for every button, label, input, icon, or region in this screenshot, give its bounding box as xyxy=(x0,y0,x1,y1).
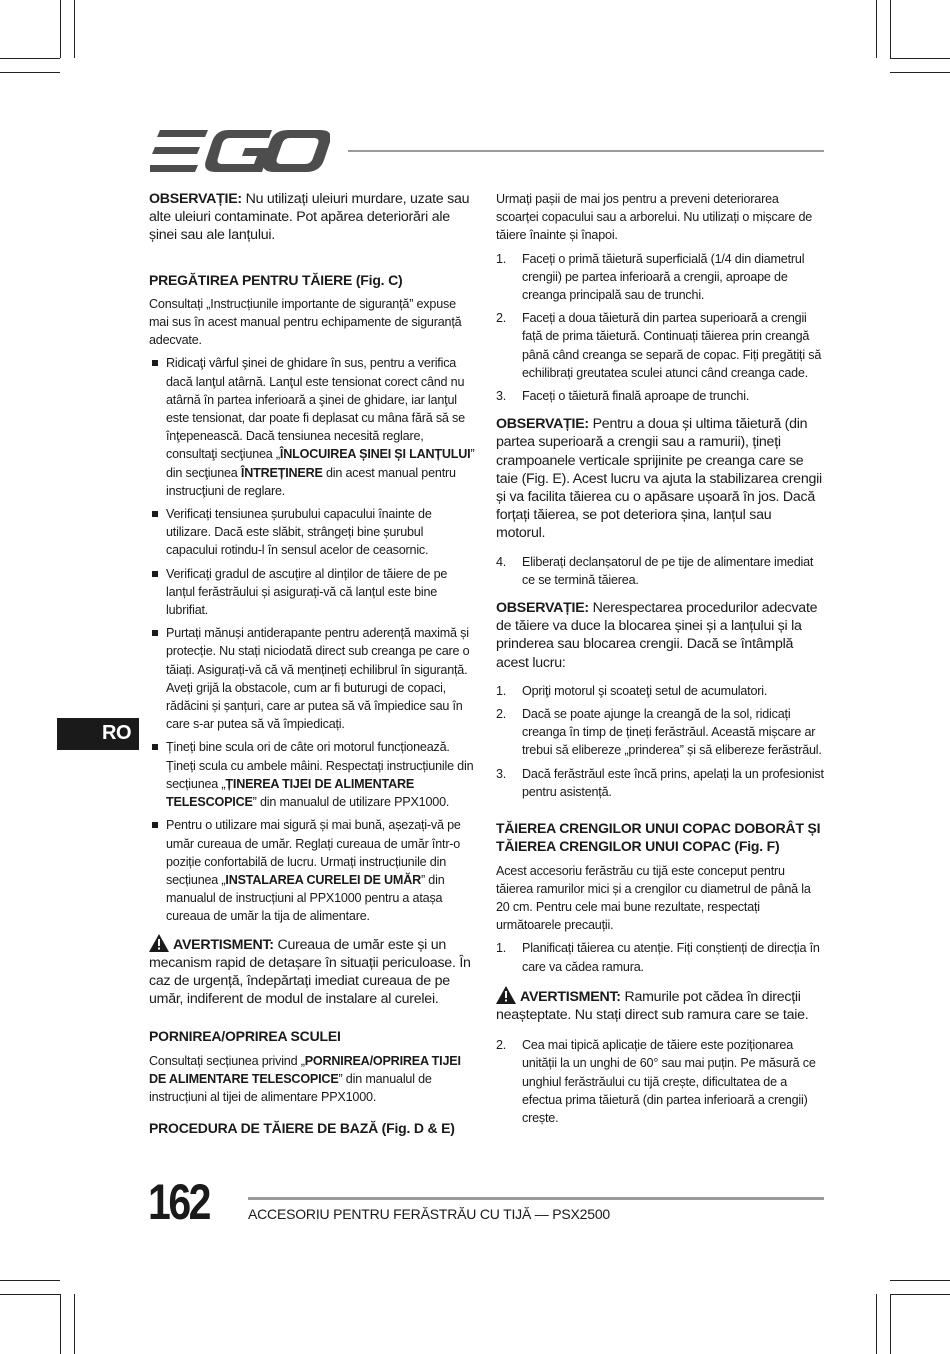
numbered-list xyxy=(496,250,824,406)
note-paragraph: OBSERVAȚIE: Pentru a doua și ultima tăietură (din partea superioară a crengii sau a ramurii), țineți crampoanele verticale sprijinite pe creanga care se taie (Fig. E). Acest lucru va ajuta la stabilizarea crengii și va facilita tăierea cu o apăsare ușoară în jos. Dacă forțați tăierea, se pot deteriora șina, lanțul sau motorul. xyxy=(496,416,822,542)
right-column xyxy=(496,190,824,1127)
crop-mark xyxy=(876,0,877,58)
crop-mark xyxy=(74,0,75,58)
list-item: 1. Opriţi motorul şi scoateţi setul de acumulatori. xyxy=(496,683,768,698)
bullet-list xyxy=(149,354,477,925)
list-item: Verificați gradul de ascuțire al dinților de tăiere de pe lanțul ferăstrăului și asigurați-vă că lanțul este bine lubrifiat. xyxy=(149,565,477,620)
crop-mark xyxy=(60,0,61,58)
list-item: 2. Dacă se poate ajunge la creangă de la sol, ridicați creanga în timp de țineți ferăstrăul. Această mișcare ar trebui să elibereze „prinderea” și să elibereze ferăstrăul. xyxy=(496,707,822,758)
paragraph: Urmați pașii de mai jos pentru a preveni deteriorarea scoarței copacului sau a arborelui. Nu utilizați o mișcare de tăiere înainte și înapoi. xyxy=(496,192,813,243)
warning-text: Cureaua de umăr este și un mecanism rapid de detașare în situații periculoase. În caz de urgență, îndepărtați imediat cureaua de pe umăr, indiferent de modul de instalare al curelei. xyxy=(149,936,471,1008)
crop-mark xyxy=(74,1294,75,1354)
paragraph: Acest accesoriu ferăstrău cu tijă este conceput pentru tăierea ramurilor mici și a crengilor cu diametrul de până la 20 cm. Pentru cele mai bune rezultate, respectați următoarele precauții. xyxy=(496,863,811,933)
crop-mark xyxy=(0,1294,60,1295)
header-rule xyxy=(348,150,824,152)
list-item: 4. Eliberați declanșatorul de pe tije de alimentare imediat ce se termină tăierea. xyxy=(496,554,814,587)
crop-mark xyxy=(60,1294,61,1354)
list-item: 2. Faceți a doua tăietură din partea superioară a crengii față de prima tăietură. Continuați tăierea prin creangă până când creanga se separă de copac. Fiți pregătiți să echilibrați greutatea sculei atunci când creanga cade. xyxy=(496,311,822,380)
note-paragraph: OBSERVAȚIE: Nerespectarea procedurilor adecvate de tăiere va duce la blocarea șinei și a lanțului și la prinderea sau blocarea crengii. Dacă se întâmplă acest lucru: xyxy=(496,600,818,671)
warning-paragraph xyxy=(149,934,477,1009)
section-heading: PREGĂTIREA PENTRU TĂIERE (Fig. C) xyxy=(149,271,403,288)
language-tab xyxy=(57,718,139,750)
list-item: Pentru o utilizare mai sigură și mai bună, așezați-vă pe umăr cureaua de umăr. Reglați cureaua de umăr într-o poziție confortabilă de lucru. Urmați instrucțiunile din secțiunea „INSTALAREA CURELEI DE UMĂR” din manualul de instrucțiuni al PPX1000 pentru a atașa cureaua de umăr la tija de alimentare. xyxy=(149,816,477,925)
note-label: OBSERVAȚIE: xyxy=(149,191,242,207)
list-item: Verificați tensiunea șurubului capacului înainte de utilizare. Dacă este slăbit, strângeți bine șurubul capacului rotindu-l în sensul acelor de ceasornic. xyxy=(149,505,477,560)
crop-mark xyxy=(890,58,950,59)
note-paragraph xyxy=(149,190,477,245)
crop-mark xyxy=(0,1280,60,1281)
section-heading: PROCEDURA DE TĂIERE DE BAZĂ (Fig. D & E) xyxy=(149,1120,455,1137)
paragraph: Consultați secțiunea privind „PORNIREA/OPRIREA TIJEI DE ALIMENTARE TELESCOPICE” din manualul de instrucțiuni al tijei de alimentare PPX1000. xyxy=(149,1053,461,1104)
crop-mark xyxy=(0,58,60,59)
list-item: 2. Cea mai tipică aplicație de tăiere este poziționarea unității la un unghi de 60° sau mai puțin. Pe măsură ce unghiul ferăstrăului cu tijă crește, dificultatea de a efectua prima tăietură (din partea inferioară a crengii) crește. xyxy=(496,1038,816,1125)
list-item: 1. Faceți o primă tăietură superficială (1/4 din diametrul crengii) pe partea inferioară a crengii, aproape de creanga principală sau de trunchi. xyxy=(496,251,805,303)
warning-label: AVERTISMENT: xyxy=(173,936,274,953)
crop-mark xyxy=(876,1294,877,1354)
crop-mark xyxy=(890,1294,950,1295)
numbered-list xyxy=(496,682,824,801)
warning-icon xyxy=(149,934,169,952)
paragraph: Consultați „Instrucțiunile importante de siguranță” expuse mai sus în acest manual pentru echipamente de siguranță adecvate. xyxy=(149,296,462,348)
crop-mark xyxy=(890,72,950,73)
list-item: 1. Planificați tăierea cu atenție. Fiți conștienți de direcția în care va cădea ramura. xyxy=(496,941,820,974)
footer-rule xyxy=(248,1197,824,1200)
list-item: 3. Faceți o tăietură finală aproape de trunchi. xyxy=(496,389,750,404)
warning-paragraph: AVERTISMENT: Ramurile pot cădea în direcții neașteptate. Nu stați direct sub ramura care se taie. xyxy=(496,986,824,1024)
crop-mark xyxy=(0,72,60,73)
note-text: Nu utilizați uleiuri murdare, uzate sau alte uleiuri contaminate. Pot apărea deteriorări ale șinei sau ale lanțului. xyxy=(149,191,470,244)
language-tab-label: RO xyxy=(102,722,131,744)
section-heading: PORNIREA/OPRIREA SCULEI xyxy=(149,1028,341,1045)
numbered-list xyxy=(496,1036,824,1127)
numbered-list xyxy=(496,553,824,589)
list-item: Țineți bine scula ori de câte ori motorul funcționează. Țineți scula cu ambele mâini. Respectați instrucțiunile din secțiunea „ȚINEREA TIJEI DE ALIMENTARE TELESCOPICE” din manualul de utilizare PPX1000. xyxy=(149,738,477,811)
section-heading: TĂIEREA CRENGILOR UNUI COPAC DOBORÂT ȘI TĂIEREA CRENGILOR UNUI COPAC (Fig. F) xyxy=(496,820,821,855)
list-item: Purtați mănuși antiderapante pentru aderență maximă și protecție. Nu stați niciodată direct sub creanga pe care o tăiați. Asigurați-vă că vă mențineți echilibrul în siguranță. Aveți grijă la obstacole, cum ar fi buturugi de copaci, rădăcini și șanțuri, care ar putea să vă împiedice sau în care s-ar putea să vă împiedicați. xyxy=(149,624,477,733)
list-item: 3. Dacă ferăstrăul este încă prins, apelați la un profesionist pentru asistență. xyxy=(496,766,824,799)
ego-logo xyxy=(150,130,330,172)
warning-icon xyxy=(496,986,516,1004)
crop-mark xyxy=(890,1294,891,1354)
list-item: Ridicaţi vârful şinei de ghidare în sus, pentru a verifica dacă lanţul atârnă. Lanţul este tensionat corect când nu atârnă în partea inferioară a şinei de ghidare, iar lanţul este tensionat, dar poate fi deplasat cu mâna fără să se înţepenească. Dacă tensiunea necesită reglare, consultaţi secţiunea „ÎNLOCUIREA ȘINEI ȘI LANȚULUI” din secţiunea ÎNTREȚINERE din acest manual pentru instrucţiuni de reglare. xyxy=(149,354,477,500)
page-number: 162 xyxy=(148,1174,210,1230)
crop-mark xyxy=(890,0,891,58)
numbered-list xyxy=(496,939,824,975)
left-column xyxy=(149,190,477,1137)
footer-title: ACCESORIU PENTRU FERĂSTRĂU CU TIJĂ — PSX2500 xyxy=(248,1206,611,1222)
crop-mark xyxy=(890,1280,950,1281)
